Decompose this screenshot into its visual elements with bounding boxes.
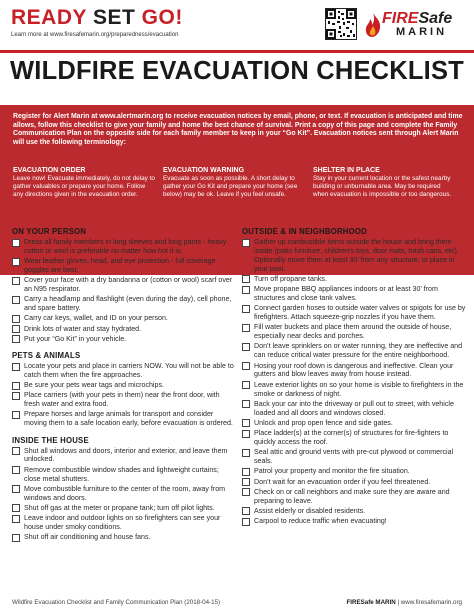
section-heading-outside: OUTSIDE & IN NEIGHBORHOOD bbox=[242, 227, 367, 236]
ready-set-go-logo: READY SET GO! bbox=[11, 6, 183, 29]
checkbox[interactable] bbox=[12, 515, 20, 523]
section-heading-on-your-person: ON YOUR PERSON bbox=[12, 227, 87, 236]
checklist-item bbox=[242, 342, 467, 360]
checklist-item bbox=[12, 238, 237, 256]
checklist-item bbox=[12, 295, 237, 313]
checklist-item bbox=[12, 314, 237, 323]
term-evacuation-order: EVACUATION ORDER Leave now! Evacuate immediately, do not delay to gather valuables or prepare your home. Follow any directions given in the evacuation order. bbox=[13, 167, 155, 198]
checkbox[interactable] bbox=[12, 411, 20, 419]
checklist-item-text: Gather up combustible items outside the house and bring them inside (patio furniture, children’s toys, door mats, trash cans, etc). Optionally move them at least 30’ from any structure, or place in your pool. bbox=[254, 238, 459, 273]
flame-icon bbox=[364, 12, 382, 38]
checkbox[interactable] bbox=[12, 466, 20, 474]
checkbox[interactable] bbox=[12, 392, 20, 400]
terminology-row bbox=[13, 167, 463, 199]
checkbox[interactable] bbox=[12, 277, 20, 285]
checklist-item-text: Wear leather gloves, head, and eye protection - full coverage goggles are best. bbox=[24, 257, 216, 275]
checklist-item-text: Connect garden hoses to outside water valves or spigots for use by firefighters. Attach squeeze-grip nozzles if you have them. bbox=[254, 304, 466, 322]
checklist-item-text: Don’t wait for an evacuation order if you feel threatened. bbox=[254, 477, 431, 486]
checklist-item bbox=[242, 467, 467, 476]
checklist-item-text: Dress all family members in long sleeves and long pants - heavy cotton or wool is preferable no matter how hot it is. bbox=[24, 238, 227, 255]
checklist-item-text: Hosing your roof down is dangerous and ineffective. Clean your gutters and blow leaves away from house instead. bbox=[254, 361, 454, 379]
checkbox[interactable] bbox=[12, 363, 20, 371]
checklist-item-text: Place ladder(s) at the corner(s) of structures for fire-fighters to quickly access the roof. bbox=[254, 429, 449, 446]
checklist-item-text: Patrol your property and monitor the fire situation. bbox=[254, 467, 410, 476]
checklist-item bbox=[12, 466, 237, 484]
term-evacuation-warning: EVACUATION WARNING Evacuate as soon as possible. A short delay to gather your Go Kit and prepare your home (see below) may be ok. Leave if you feel unsafe. bbox=[163, 167, 298, 198]
checklist-item bbox=[242, 448, 467, 466]
checklist-item bbox=[242, 238, 467, 274]
checklist-item-text: Turn off propane tanks. bbox=[254, 274, 327, 283]
checkbox[interactable] bbox=[242, 478, 250, 486]
right-column bbox=[242, 227, 467, 527]
checklist-item bbox=[12, 410, 237, 428]
checkbox[interactable] bbox=[242, 362, 250, 370]
checkbox[interactable] bbox=[242, 239, 250, 247]
checklist-item bbox=[242, 323, 467, 341]
checkbox[interactable] bbox=[242, 324, 250, 332]
checklist-item bbox=[12, 447, 237, 465]
checklist-item bbox=[242, 517, 467, 526]
checklist-item bbox=[242, 275, 467, 284]
checklist-item bbox=[12, 335, 237, 344]
checklist-item bbox=[242, 488, 467, 506]
checkbox[interactable] bbox=[242, 381, 250, 389]
checklist-item bbox=[12, 485, 237, 503]
checklist-item bbox=[242, 478, 467, 487]
page-title: WILDFIRE EVACUATION CHECKLIST bbox=[10, 57, 464, 85]
checklist-item bbox=[12, 325, 237, 334]
intro-text: Register for Alert Marin at www.alertmarin.org to receive evacuation notices by email, phone, or text. If evacuation is anticipated and time allows, follow this checklist to give your family and home the best chance of survival. Print a copy of this page and complete the Family Communication Plan on the opposite side for each family member to keep in your “Go Kit”. Evacuation notices sent through Alert Marin will use the following terminology: bbox=[13, 113, 463, 146]
checkbox[interactable] bbox=[12, 325, 20, 333]
checklist-item bbox=[242, 381, 467, 399]
checklist-item bbox=[12, 381, 237, 390]
checkbox[interactable] bbox=[242, 400, 250, 408]
checklist-item bbox=[12, 276, 237, 294]
checklist-item-text: Unlock and prop open fence and side gates. bbox=[254, 418, 393, 427]
footer-doc-title: Wildfire Evacuation Checklist and Family Communication Plan (2018-04-15) bbox=[12, 599, 221, 606]
checkbox[interactable] bbox=[242, 286, 250, 294]
checkbox[interactable] bbox=[242, 507, 250, 515]
left-column bbox=[12, 227, 237, 543]
checklist-item bbox=[12, 533, 237, 542]
checklist-item-text: Leave exterior lights on so your home is visible to firefighters in the smoke or darkness of night. bbox=[254, 380, 464, 398]
checkbox[interactable] bbox=[12, 534, 20, 542]
title-band bbox=[0, 50, 474, 94]
checkbox[interactable] bbox=[242, 518, 250, 526]
checklist-item-text: Seal attic and ground vents with pre-cut plywood or commercial seals. bbox=[254, 448, 454, 466]
checklist-item-text: Remove combustible window shades and lightweight curtains; close metal shutters. bbox=[24, 465, 219, 483]
checkbox[interactable] bbox=[242, 419, 250, 427]
footer-org: FIRESafe MARIN | www.firesafemarin.org bbox=[346, 599, 462, 606]
checkbox[interactable] bbox=[242, 488, 250, 496]
checklist-item bbox=[242, 400, 467, 418]
learn-more-text: Learn more at www.firesafemarin.org/preparedness/evacuation bbox=[11, 32, 179, 38]
checkbox[interactable] bbox=[12, 315, 20, 323]
checklist-item bbox=[12, 362, 237, 380]
checklist-item-text: Move combustible furniture to the center of the room, away from windows and doors. bbox=[24, 484, 226, 502]
checklist-item bbox=[242, 419, 467, 428]
checklist-item-text: Move propane BBQ appliances indoors or at least 30’ from structures and close tank valves. bbox=[254, 285, 438, 303]
footer bbox=[0, 597, 474, 613]
checklist-item-text: Put your “Go Kit” in your vehicle. bbox=[24, 334, 127, 343]
checklist-item bbox=[12, 257, 237, 275]
checklist-item bbox=[12, 514, 237, 532]
checkbox[interactable] bbox=[242, 449, 250, 457]
checklist-item-text: Shut all windows and doors, interior and exterior, and leave them unlocked. bbox=[24, 446, 228, 464]
checklist-item-text: Carry a headlamp and flashlight (even during the day), cell phone, and spare battery. bbox=[24, 295, 232, 313]
checklist-item-text: Carpool to reduce traffic when evacuating! bbox=[254, 517, 387, 526]
checklist-item bbox=[12, 504, 237, 513]
checklist-item-text: Check on or call neighbors and make sure they are aware and preparing to leave. bbox=[254, 487, 450, 505]
checklist-item bbox=[12, 391, 237, 409]
checklist-item-text: Locate your pets and place in carriers NOW. You will not be able to catch them when the fire approaches. bbox=[24, 362, 234, 379]
checkbox[interactable] bbox=[242, 305, 250, 313]
checkbox[interactable] bbox=[12, 335, 20, 343]
section-heading-pets: PETS & ANIMALS bbox=[12, 351, 81, 361]
checkbox[interactable] bbox=[12, 296, 20, 304]
header bbox=[0, 0, 474, 46]
checklist-item-text: Prepare horses and large animals for transport and consider moving them to a safe location early, before evacuation is ordered. bbox=[24, 410, 233, 428]
checkbox[interactable] bbox=[242, 275, 250, 283]
checklist-item-text: Back your car into the driveway or pull out to street, with vehicle loaded and all doors and windows closed. bbox=[254, 399, 454, 417]
checklist-item-text: Drink lots of water and stay hydrated. bbox=[24, 324, 142, 333]
checklist-item bbox=[242, 362, 467, 380]
checklist-item bbox=[242, 285, 467, 303]
checklist-item bbox=[242, 304, 467, 322]
checkbox[interactable] bbox=[12, 258, 20, 266]
qr-code-icon bbox=[325, 8, 357, 40]
checklist-item-text: Shut off air conditioning and house fans. bbox=[24, 533, 151, 542]
checkbox[interactable] bbox=[12, 382, 20, 390]
checklist-item-text: Carry car keys, wallet, and ID on your person. bbox=[24, 314, 168, 323]
section-heading-inside-house: INSIDE THE HOUSE bbox=[12, 435, 89, 445]
checklist-item bbox=[242, 507, 467, 516]
checklist-item-text: Place carriers (with your pets in them) near the front door, with fresh water and extra food. bbox=[24, 391, 220, 409]
checklist-item-text: Cover your face with a dry bandanna or (cotton or wool) scarf over an N95 respirator. bbox=[24, 276, 233, 294]
checkbox[interactable] bbox=[12, 504, 20, 512]
checkbox[interactable] bbox=[12, 485, 20, 493]
checkbox[interactable] bbox=[12, 239, 20, 247]
checkbox[interactable] bbox=[242, 343, 250, 351]
firesafe-marin-logo: FIRESafe MARIN bbox=[364, 10, 468, 40]
checklist-item-text: Don’t leave sprinklers on or water running, they are ineffective and can reduce critical water pressure for the entire neighborhood. bbox=[254, 342, 463, 360]
checkbox[interactable] bbox=[242, 468, 250, 476]
checklist-item-text: Assist elderly or disabled residents. bbox=[254, 506, 366, 515]
checklist-item-text: Be sure your pets wear tags and microchips. bbox=[24, 381, 164, 390]
checklist-item bbox=[242, 429, 467, 447]
checklist-item-text: Leave indoor and outdoor lights on so firefighters can see your house under smoky conditions. bbox=[24, 514, 221, 532]
checkbox[interactable] bbox=[12, 447, 20, 455]
checklist-item-text: Fill water buckets and place them around the outside of house, especially near decks and porches. bbox=[254, 323, 452, 341]
checklist-item-text: Shut off gas at the meter or propane tank; turn off pilot lights. bbox=[24, 503, 215, 512]
term-shelter-in-place: SHELTER IN PLACE Stay in your current location or the safest nearby building or unburnable area. May be required when evacuation is impossible or too dangerous. bbox=[313, 167, 452, 198]
checkbox[interactable] bbox=[242, 430, 250, 438]
